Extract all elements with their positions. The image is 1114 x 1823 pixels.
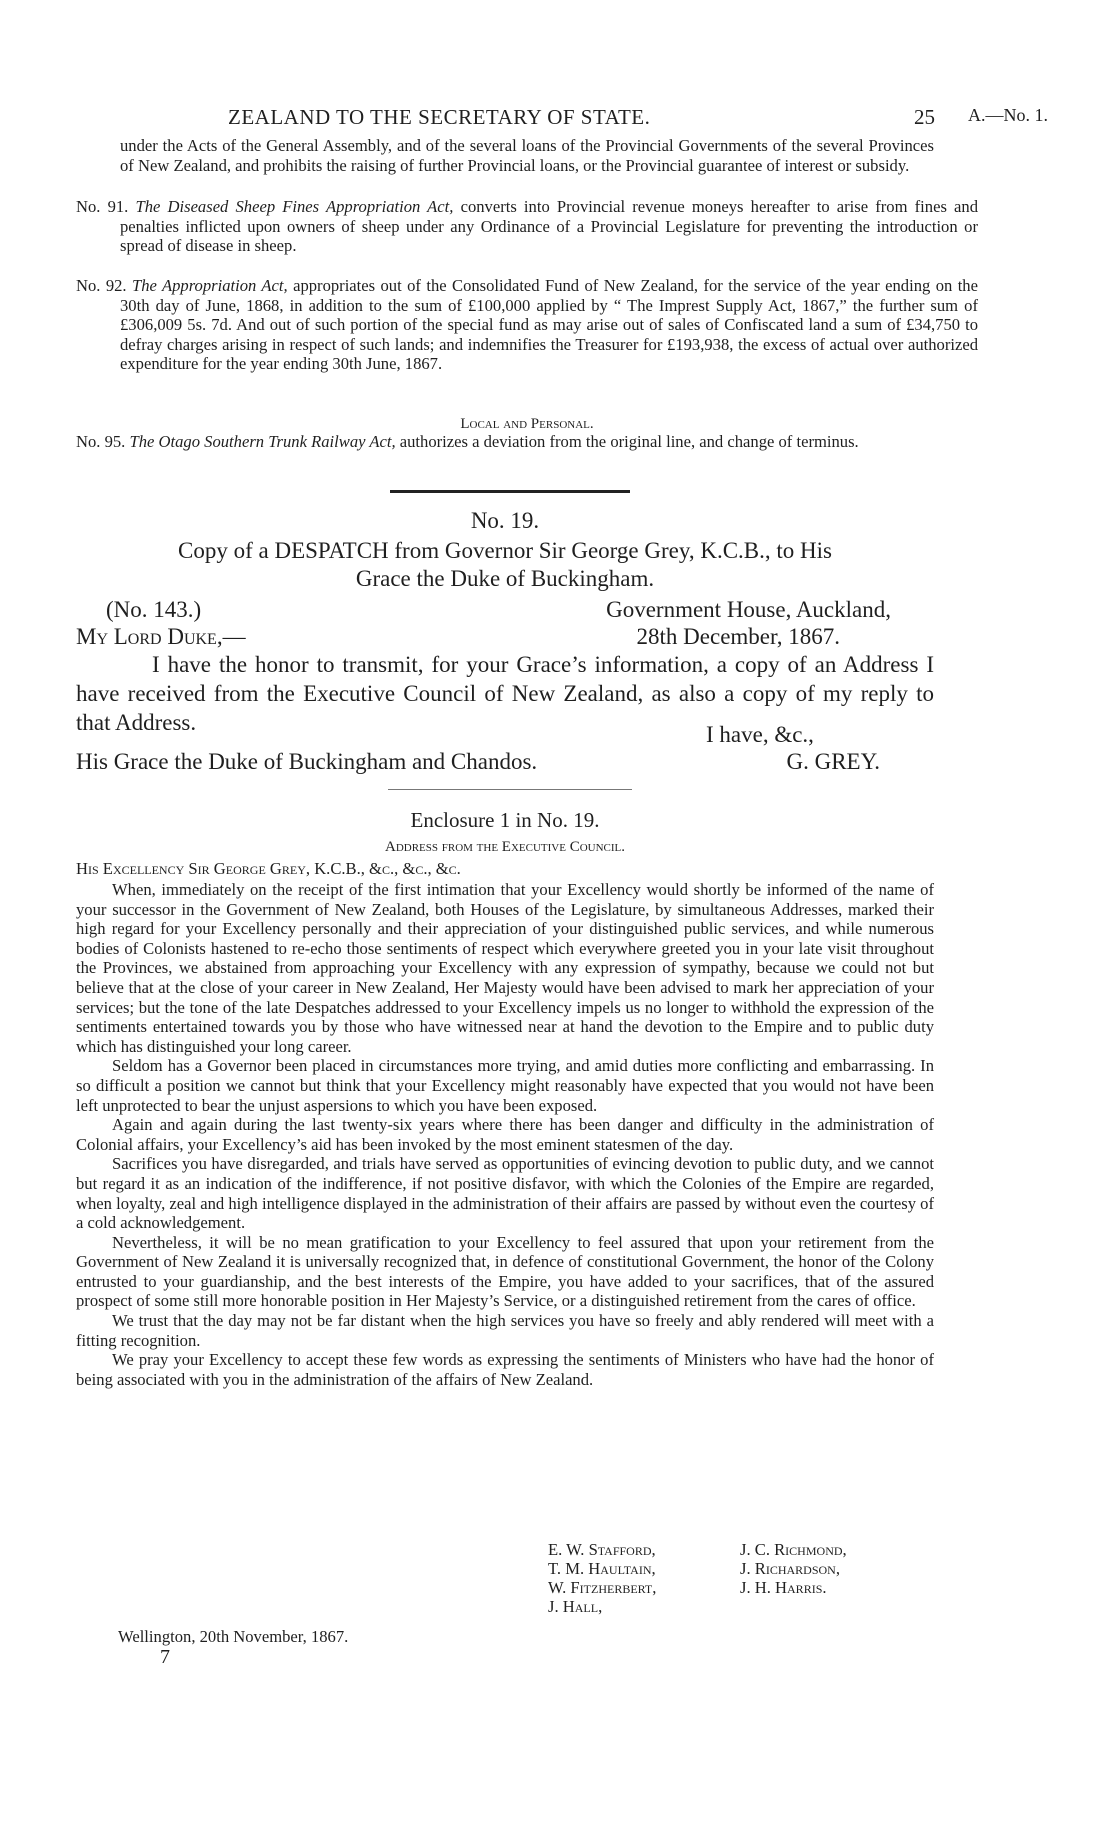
act-95 bbox=[76, 432, 978, 452]
signatories-left bbox=[548, 1540, 656, 1616]
despatch-ref: (No. 143.) bbox=[106, 597, 202, 622]
enclosure-subheading: Address from the Executive Council. bbox=[384, 839, 626, 855]
enclosure-addressee: His Excellency Sir George Grey, K.C.B., &c., &c., &c. bbox=[76, 859, 461, 878]
signatory: J. Richardson, bbox=[740, 1559, 840, 1578]
enclosure-paragraph: We trust that the day may not be far distant when the high services you have so freely and ably rendered will meet with a fitting recognition. bbox=[76, 1311, 934, 1350]
signatory: W. Fitzherbert, bbox=[548, 1578, 657, 1597]
act-92-text: appropriates out of the Consolidated Fund of New Zealand, for the service of the year ending on the 30th day of June, 1868, in addition to the sum of £100,000 applied by “ The Imprest Supply Act, 1867,” the further sum of £306,009 5s. 7d. And out of such portion of the special fund as may arise out of sales of Confiscated land a sum of £34,750 to defray charges arising in respect of such lands; and indemnifies the Treasurer for £193,938, the excess of actual over authorized expenditure for the year ending 30th June, 1867. bbox=[120, 276, 978, 374]
enclosure-place-date: Wellington, 20th November, 1867. bbox=[118, 1627, 349, 1646]
act-92 bbox=[76, 276, 978, 374]
despatch-salutation: My Lord Duke,— bbox=[76, 624, 246, 649]
despatch-addressee: His Grace the Duke of Buckingham and Chandos. bbox=[76, 749, 538, 774]
despatch-title-line-2: Grace the Duke of Buckingham. bbox=[355, 566, 655, 591]
running-title: ZEALAND TO THE SECRETARY OF STATE. bbox=[228, 105, 651, 129]
act-91-number: No. 91. bbox=[76, 197, 129, 216]
despatch-salutation-row bbox=[76, 622, 840, 651]
signatory: J. C. Richmond, bbox=[740, 1540, 847, 1559]
despatch-signoff-row bbox=[76, 747, 880, 776]
enclosure-paragraph: Again and again during the last twenty-six years where there has been danger and difficulty in the administration of Colonial affairs, your Excellency’s aid has been invoked by the most eminent statesmen of the day. bbox=[76, 1115, 934, 1154]
despatch-date: 28th December, 1867. bbox=[636, 624, 840, 649]
acts-continuation: under the Acts of the General Assembly, and of the several loans of the Provincial Governments of the several Provinces of New Zealand, and prohibits the raising of further Provincial loans, or the Provincial guarantee of interest or subsidy. bbox=[120, 136, 934, 175]
signatories-right bbox=[740, 1540, 847, 1597]
act-91-title: The Diseased Sheep Fines Appropriation Act, bbox=[135, 197, 454, 216]
despatch-signature: G. GREY. bbox=[786, 749, 880, 774]
paper-reference: A.—No. 1. bbox=[968, 105, 1048, 125]
act-92-title: The Appropriation Act, bbox=[131, 276, 288, 295]
section-divider-thin bbox=[388, 789, 632, 790]
page-number: 25 bbox=[914, 105, 935, 129]
act-91 bbox=[76, 197, 978, 256]
enclosure-paragraph: Seldom has a Governor been placed in circumstances more trying, and amid duties more conflicting and embarrassing. In so difficult a position we cannot but think that your Excellency might reasonably have expected that you would not have been left unprotected to bear the unjust aspersions to which you have been exposed. bbox=[76, 1056, 934, 1115]
act-92-number: No. 92. bbox=[76, 276, 127, 295]
signatory: J. Hall, bbox=[548, 1597, 603, 1616]
act-95-text: authorizes a deviation from the original line, and change of terminus. bbox=[399, 432, 859, 451]
act-95-title: The Otago Southern Trunk Railway Act, bbox=[129, 432, 396, 451]
signatory: E. W. Stafford, bbox=[548, 1540, 656, 1559]
despatch-title-line-1: Copy of a DESPATCH from Governor Sir George Grey, K.C.B., to His bbox=[178, 538, 832, 563]
section-divider bbox=[390, 490, 630, 493]
despatch-number: No. 19. bbox=[470, 508, 540, 533]
despatch-body: I have the honor to transmit, for your Grace’s information, a copy of an Address I have received from the Executive Council of New Zealand, as also a copy of my reply to that Address. bbox=[76, 652, 934, 735]
enclosure-paragraph: We pray your Excellency to accept these few words as expressing the sentiments of Ministers who have had the honor of being associated with you in the administration of the affairs of New Zealand. bbox=[76, 1350, 934, 1389]
enclosure-paragraph: When, immediately on the receipt of the first intimation that your Excellency would shortly be informed of the name of your successor in the Government of New Zealand, both Houses of the Legislature, by simultaneous Addresses, marked their high regard for your Excellency personally and their appreciation of your distinguished public services, and while numerous bodies of Colonists hastened to re-echo those sentiments of respect which everywhere greeted you in your late visit throughout the Provinces, we abstained from approaching your Excellency with any expression of sympathy, because we could not but believe that at the close of your career in New Zealand, Her Majesty would have been advised to mark her appreciation of your services; but the tone of the late Despatches addressed to your Excellency impels us no longer to withhold the expression of the sentiments entertained towards you by those who have witnessed near at hand the devotion to the Empire and to public duty which has distinguished your long career. bbox=[76, 880, 934, 1056]
signatory: J. H. Harris. bbox=[740, 1578, 827, 1597]
enclosure-paragraph: Nevertheless, it will be no mean gratification to your Excellency to feel assured that upon your retirement from the Government of New Zealand it is universally recognized that, in defence of constitutional Government, the honor of the Colony entrusted to your guardianship, and the best interests of the Empire, you have added to your sacrifices, that of the assured prospect of some still more honorable position in Her Majesty’s Service, or a distinguished retirement from the cares of office. bbox=[76, 1232, 934, 1311]
signatory: T. M. Haultain, bbox=[548, 1559, 656, 1578]
act-95-number: No. 95. bbox=[76, 432, 126, 451]
sheet-number: 7 bbox=[160, 1646, 170, 1668]
enclosure-body bbox=[76, 880, 934, 1389]
enclosure-heading: Enclosure 1 in No. 19. bbox=[410, 808, 600, 832]
despatch-ref-row bbox=[106, 595, 891, 624]
despatch-place: Government House, Auckland, bbox=[606, 597, 891, 622]
enclosure-paragraph: Sacrifices you have disregarded, and trials have served as opportunities of evincing devotion to public duty, and we cannot but regard it as an indication of the indifference, if not positive disfavor, with which the Colonies of the Empire are regarded, when loyalty, zeal and high intelligence displayed in the administration of their affairs are passed by without even the courtesy of a cold acknowledgement. bbox=[76, 1154, 935, 1233]
act-91-text: converts into Provincial revenue moneys hereafter to arise from fines and penalties inflicted upon owners of sheep under any Ordinance of a Provincial Legislature for preventing the introduction or spread of disease in sheep. bbox=[120, 197, 979, 256]
local-personal-heading: Local and Personal. bbox=[460, 416, 594, 432]
despatch-closing: I have, &c., bbox=[706, 722, 814, 747]
